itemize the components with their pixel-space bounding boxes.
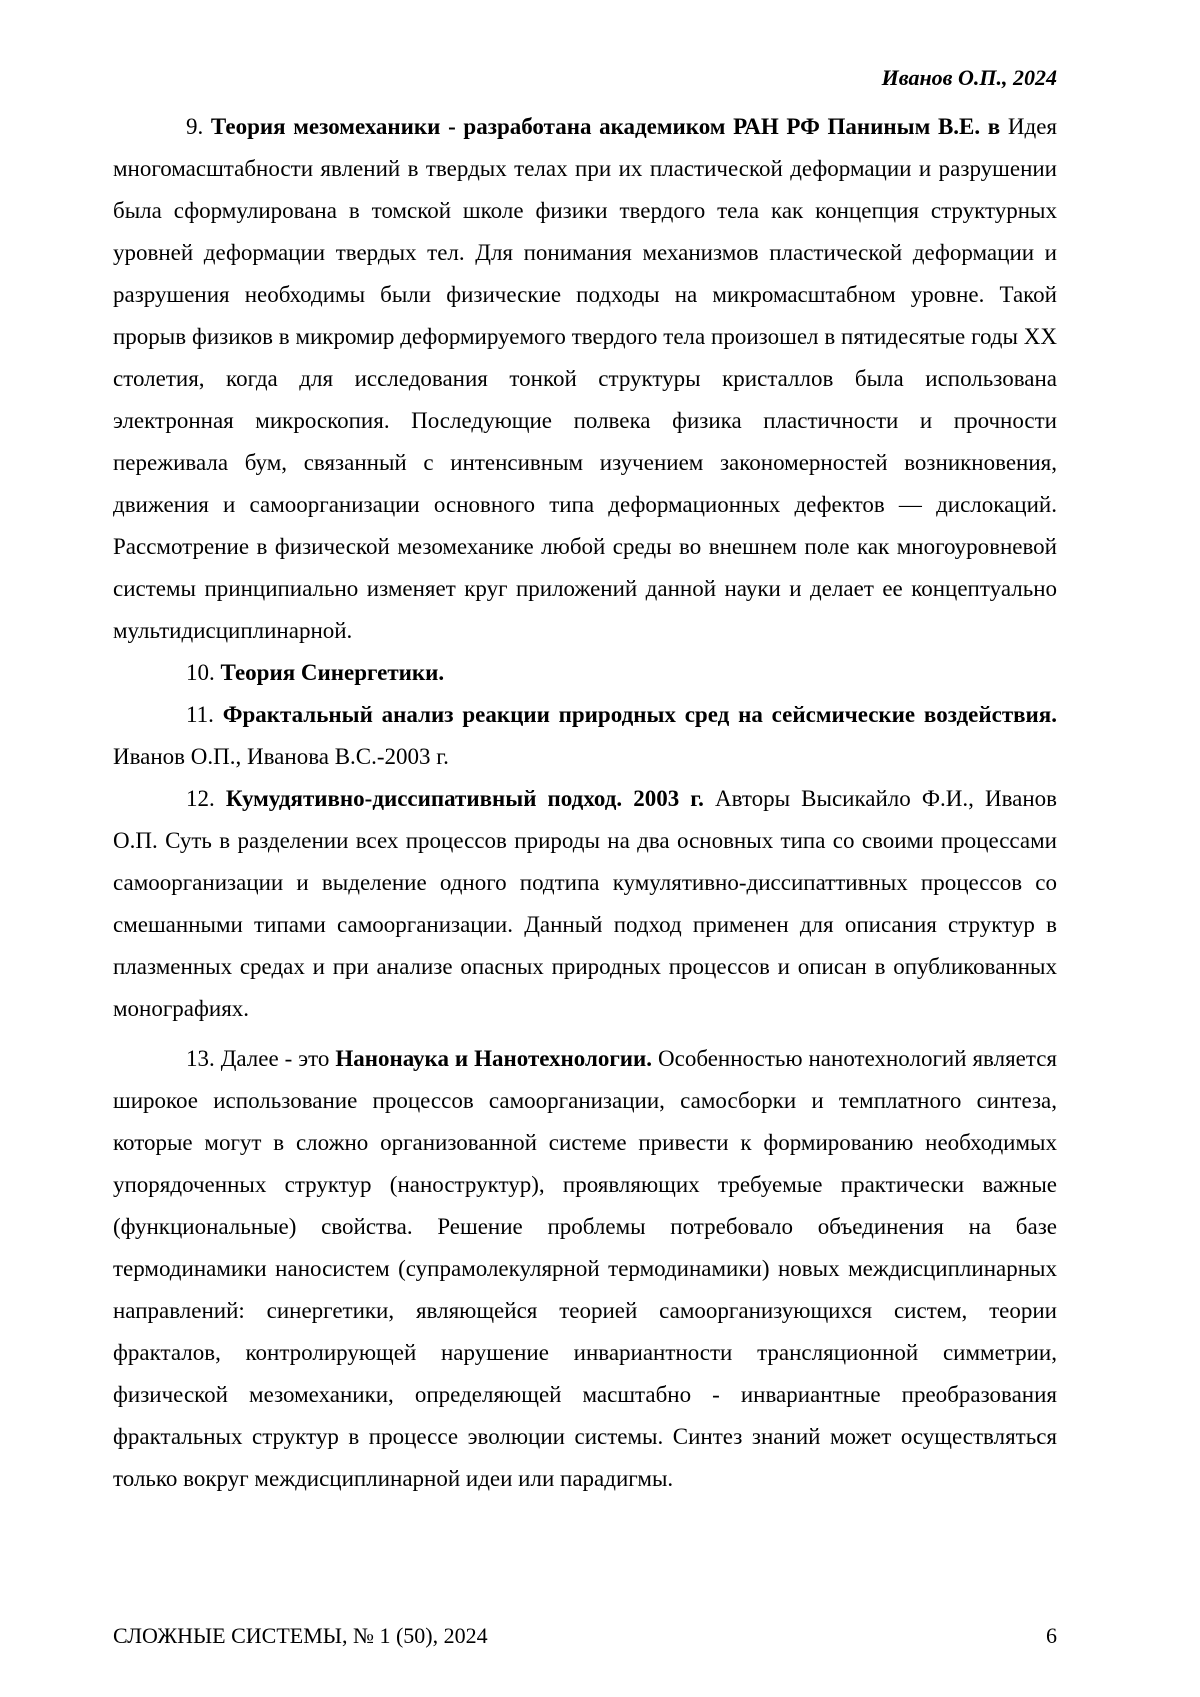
paragraph-run: 10. <box>186 660 221 685</box>
paragraph-run: Иванов О.П., Иванова В.С.-2003 г. <box>113 744 449 769</box>
paragraph-run: 9. <box>186 114 211 139</box>
paragraph-run: Авторы Высикайло Ф.И., Иванов О.П. Суть в разделении всех процессов природы на два основных типа со своими процессами самоорганизации и выделение одного подтипа кумулятивно-диссипаттивных процессов со смешанными типами самоорганизации. Данный подход применен для описания структур в плазменных средах и при анализе опасных природных процессов и описан в опубликованных монографиях. <box>113 786 1058 1021</box>
paragraph-run-bold: Теория мезомеханики - разработана академиком РАН РФ Паниным В.Е. в <box>210 114 1001 139</box>
page-footer <box>113 1622 1057 1650</box>
footer-journal-title: СЛОЖНЫЕ СИСТЕМЫ, № 1 (50), 2024 <box>113 1623 488 1648</box>
paragraph-item-9 <box>113 106 1057 652</box>
paragraph-run: 13. Далее - это <box>186 1046 336 1071</box>
footer-page-number: 6 <box>1046 1623 1057 1648</box>
paragraph-run-bold: Фрактальный анализ реакции природных сред на сейсмические воздействия. <box>222 702 1057 727</box>
document-body <box>113 106 1057 1500</box>
paragraph-run: 11. <box>186 702 223 727</box>
paragraph-run-bold: Кумудятивно-диссипативный подход. 2003 г. <box>225 786 704 811</box>
running-head-author: Иванов О.П., 2024 <box>881 65 1057 90</box>
paragraph-run: Особенностью нанотехнологий является широкое использование процессов самоорганизации, самосборки и темплатного синтеза, которые могут в сложно организованной системе привести к формированию необходимых упорядоченных структур (наноструктур), проявляющих требуемые практически важные (функциональные) свойства. Решение проблемы потребовало объединения на базе термодинамики наносистем (супрамолекулярной термодинамики) новых междисциплинарных направлений: синергетики, являющейся теорией самоорганизующихся систем, теории фракталов, контролирующей нарушение инвариантности трансляционной симметрии, физической мезомеханики, определяющей масштабно - инвариантные преобразования фрактальных структур в процессе эволюции системы. Синтез знаний может осуществляться только вокруг междисциплинарной идеи или парадигмы. <box>113 1046 1057 1491</box>
paragraph-run-bold: Нанонаука и Нанотехнологии. <box>335 1046 653 1071</box>
paragraph-run: Идея многомасштабности явлений в твердых телах при их пластической деформации и разрушении была сформулирована в томской школе физики твердого тела как концепция структурных уровней деформации твердых тел. Для понимания механизмов пластической деформации и разрушения необходимы были физические подходы на микромасштабном уровне. Такой прорыв физиков в микромир деформируемого твердого тела произошел в пятидесятые годы XX столетия, когда для исследования тонкой структуры кристаллов была использована электронная микроскопия. Последующие полвека физика пластичности и прочности переживала бум, связанный с интенсивным изучением закономерностей возникновения, движения и самоорганизации основного типа деформационных дефектов — дислокаций. Рассмотрение в физической мезомеханике любой среды во внешнем поле как многоуровневой системы принципиально изменяет круг приложений данной науки и делает ее концептуально мультидисциплинарной. <box>113 114 1057 643</box>
paragraph-item-12 <box>113 778 1057 1030</box>
paragraph-item-13 <box>113 1038 1057 1500</box>
paragraph-item-10 <box>113 652 1057 694</box>
paragraph-run-bold: Теория Синергетики. <box>220 660 445 685</box>
paragraph-run: 12. <box>186 786 226 811</box>
paragraph-item-11 <box>113 694 1057 778</box>
